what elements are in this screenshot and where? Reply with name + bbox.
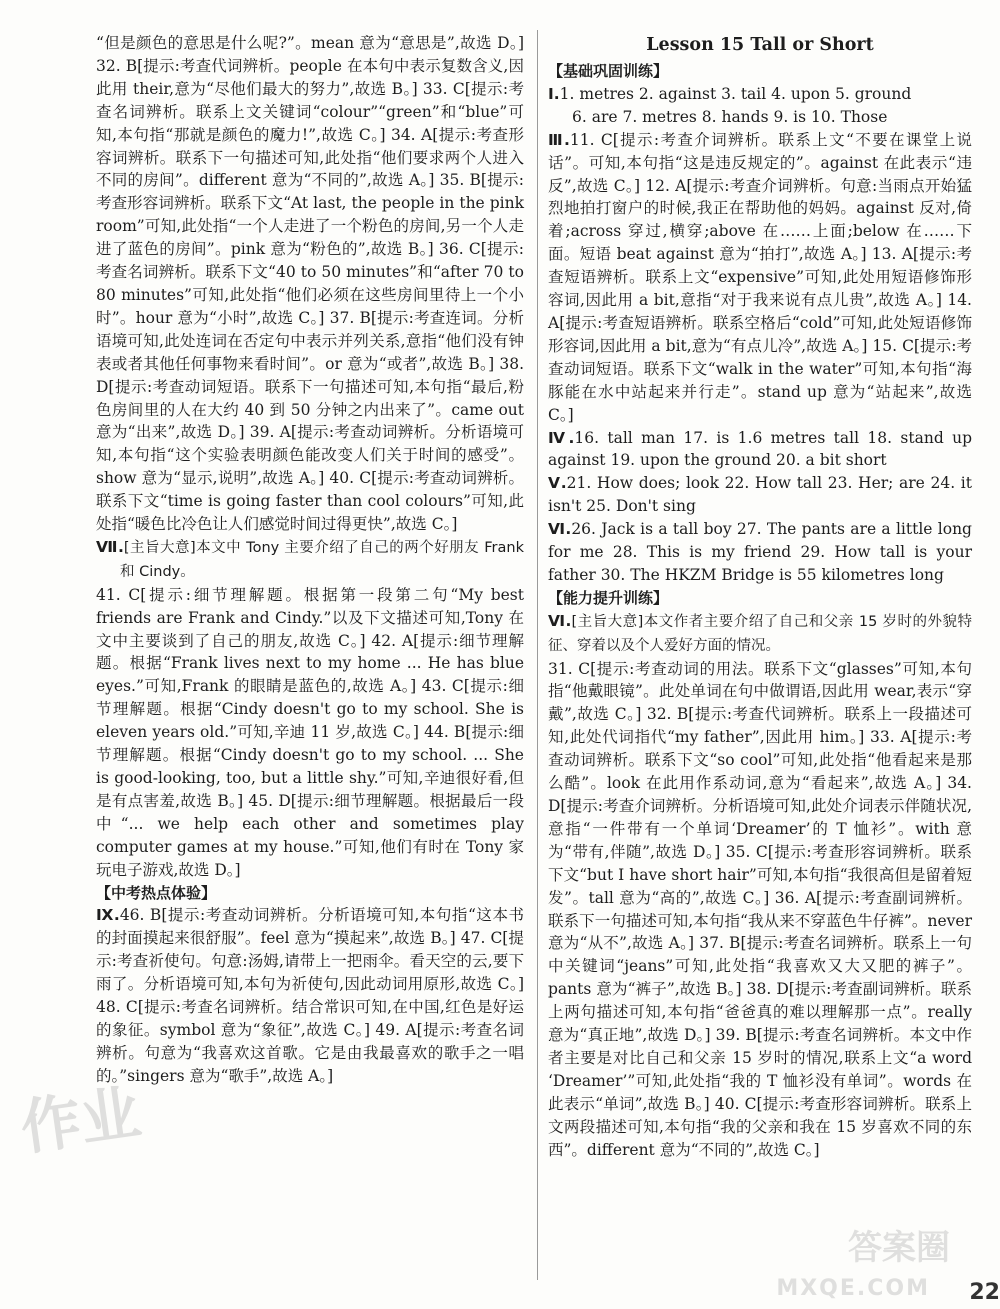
summary-text: 本文中 Tony 主要介绍了自己的两个好朋友 Frank 和 Cindy。 (120, 539, 524, 580)
answer-paragraph-21-25: 21. How does; look 22. How tall 23. Her; are 24. it isn't 25. Don't sing (548, 474, 972, 516)
section-tag: Ⅲ. (548, 130, 570, 149)
section-tag: Ⅸ. (96, 906, 120, 925)
watermark-left: 作业 (16, 1077, 145, 1164)
answer-paragraph-41-45: 41. C[提示:细节理解题。根据第一段第二句“My best friends are Frank and Cindy.”以及下文描述可知,Tony 在文中主要谈到了自己的朋友,故选 C。] 42. A[提示:细节理解题。根据“Frank lives next to my home ... He has blue eyes.”可知,Frank 的眼睛是蓝色的,故选 A。] 43. C[提示:细节理解题。根据“Cindy doesn't go to my school. She is eleven years old.”可知,辛迪 11 岁,故选 C。] 44. B[提示:细节理解题。根据“Cindy doesn't go to my school. ... She is good-looking, too, but a little shy.”可知,辛迪很好看,但是有点害羞,故选 B。] 45. D[提示:细节理解题。根据最后一段中“... we help each other and sometimes play computer games at my house.”可知,他们有时在 Tony 家玩电子游戏,故选 D。] (96, 585, 524, 879)
section-iii (548, 129, 972, 427)
watermark-url: MXQE.COM (776, 1276, 930, 1301)
section-ix (96, 904, 524, 1087)
summary-label: [主旨大意] (123, 539, 196, 556)
section-iv (548, 427, 972, 473)
section-vii (96, 536, 524, 584)
section-vi-reading (548, 610, 972, 658)
section-tag: Ⅰ. (548, 84, 560, 103)
summary-label: [主旨大意] (571, 613, 644, 630)
section-heading-zhongkao: 【中考热点体验】 (96, 883, 217, 902)
answer-paragraph-31-40: “但是颜色的意思是什么呢?”。mean 意为“意思是”,故选 D。] 32. B[提示:考查代词辨析。people 在本句中表示复数含义,因此用 their,意为“尽他们最大的努力”,故选 B。] 33. C[提示:考查名词辨析。联系上文关键词“colour”“green”和“blue”可知,本句指“那就是颜色的魔力!”,故选 C。] 34. A[提示:考查形容词辨析。联系下一句描述可知,此处指“他们要求两个人进入不同的房间”。different 意为“不同的”,故选 A。] 35. B[提示:考查形容词辨析。联系下文“At last, the people in the pink room”可知,此处指“一个人走进了一个粉色的房间,另一个人走进了蓝色的房间”。pink 意为“粉色的”,故选 B。] 36. C[提示:考查名词辨析。联系下文“40 to 50 minutes”和“after 70 to 80 minutes”可知,此处指“他们必须在这些房间里待上一个小时”。hour 意为“小时”,故选 C。] 37. B[提示:考查连词。分析语境可知,此处连词在否定句中表示并列关系,意指“他们没有钟表或者其他任何事物来看时间”。or 意为“或者”,故选 B。] 38. D[提示:考查动词短语。联系下一句描述可知,本句指“最后,粉色房间里的人在大约 40 到 50 分钟之内出来了”。came out 意为“出来”,故选 D。] 39. A[提示:考查动词辨析。分析语境可知,本句指“这个实验表明颜色能改变人们关于时间的感受”。show 意为“显示,说明”,故选 A。] 40. C[提示:考查动词辨析。联系下文“time is going faster than cool colours”可知,此处指“暖色比冷色让人们感觉时间过得更快”,故选 C。] (96, 34, 524, 534)
answer-paragraph-26-30: 26. Jack is a tall boy 27. The pants are a little long for me 28. This is my friend 29. How tall is your father 30. The HKZM Bridge is 55 kilometres long (548, 520, 972, 584)
watermark-right: 答案圈 (848, 1228, 950, 1268)
answer-paragraph-31-40-right: 31. C[提示:考查动词的用法。联系下文“glasses”可知,本句指“他戴眼镜”。此处单词在句中做谓语,因此用 wear,表示“穿戴”,故选 C。] 32. B[提示:考查代词辨析。联系上一段描述可知,此处代词指代“my father”,因此用 him。] 33. A[提示:考查动词辨析。联系下文“so cool”可知,此处指“他看起来是那么酷”。look 在此用作系动词,意为“看起来”,故选 A。] 34. D[提示:考查介词辨析。分析语境可知,此处介词表示伴随状况,意指“一件带有一个单词‘Dreamer’的 T 恤衫”。with 意为“带有,伴随”,故选 D。] 35. C[提示:考查形容词辨析。联系下文“but I have short hair”可知,本句指“我很高但是留着短发”。tall 意为“高的”,故选 C。] 36. A[提示:考查副词辨析。联系下一句描述可知,本句指“我从来不穿蓝色牛仔裤”。never 意为“从不”,故选 A。] 37. B[提示:考查名词辨析。联系上一句中关键词“jeans”可知,此处指“我喜欢又大又肥的裤子”。pants 意为“裤子”,故选 B。] 38. D[提示:考查副词辨析。联系上两句描述可知,本句指“爸爸真的难以理解那一点”。really 意为“真正地”,故选 D。] 39. B[提示:考查名词辨析。本文中作者主要是对比自己和父亲 15 岁时的情况,联系上文“a word ‘Dreamer’”可知,此处指“我的 T 恤衫没有单词”。words 在此表示“单词”,故选 B。] 40. C[提示:考查形容词辨析。联系上文两段描述可知,本句指“我的父亲和我在 15 岁喜欢不同的东西”。different 意为“不同的”,故选 C。] (548, 659, 972, 1159)
section-tag: Ⅳ. (548, 428, 575, 447)
right-column (548, 32, 972, 1162)
page-number: 22 (969, 1280, 1000, 1305)
answer-line-text: 6. are 7. metres 8. hands 9. is 10. Those (572, 107, 888, 126)
answer-line-text: 1. metres 2. against 3. tail 4. upon 5. ground (559, 84, 912, 103)
answer-paragraph-11-15: 11. C[提示:考查介词辨析。联系上文“不要在课堂上说话”。可知,本句指“这是违反规定的”。against 在此表示“违反”,故选 C。] 12. A[提示:考查介词辨析。句意:当雨点开始猛烈地拍打窗户的时候,我正在帮助他的妈妈。against 反对,倚着;across 穿过,横穿;above 在……上面;below 在……下面。短语 beat against 意为“拍打”,故选 A。] 13. A[提示:考查短语辨析。联系上文“expensive”可知,此处用短语修饰形容词,因此用 a bit,意指“对于我来说有点儿贵”,故选 A。] 14. A[提示:考查短语辨析。联系空格后“cold”可知,此处短语修饰形容词,因此用 a bit,意为“有点儿冷”,故选 A。] 15. C[提示:考查动词短语。联系下文“walk in the water”可知,本句指“海豚能在水中站起来并行走”。stand up 意为“站起来”,故选 C。] (548, 130, 972, 424)
section-tag: Ⅵ. (548, 520, 572, 539)
section-v (548, 472, 972, 518)
answer-line (548, 83, 972, 106)
section-vi (548, 518, 972, 587)
column-divider (537, 30, 538, 1280)
answer-paragraph-46-49: 46. B[提示:考查动词辨析。分析语境可知,本句指“这本书的封面摸起来很舒服”。feel 意为“摸起来”,故选 B。] 47. C[提示:考查祈使句。句意:汤姆,请带上一把雨伞。看天空的云,要下雨了。分析语境可知,本句为祈使句,因此动词用原形,故选 C。] 48. C[提示:考查名词辨析。结合常识可知,在中国,红色是好运的象征。symbol 意为“象征”,故选 C。] 49. A[提示:考查名词辨析。句意为“我喜欢这首歌。它是由我最喜欢的歌手之一唱的。”singers 意为“歌手”,故选 A。] (96, 906, 524, 1085)
section-tag: Ⅵ. (548, 611, 572, 630)
summary-text: 本文作者主要介绍了自己和父亲 15 岁时的外貌特征、穿着以及个人爱好方面的情况。 (548, 613, 972, 654)
section-tag: Ⅴ. (548, 474, 567, 493)
lesson-title: Lesson 15 Tall or Short (646, 35, 874, 55)
section-heading-nengli: 【能力提升训练】 (548, 588, 669, 607)
left-column (96, 32, 524, 1088)
section-heading-jichu: 【基础巩固训练】 (548, 62, 669, 80)
section-tag: Ⅶ. (96, 537, 124, 556)
answer-paragraph-16-20: 16. tall man 17. is 1.6 metres tall 18. stand up against 19. upon the ground 20. a bit short (548, 428, 973, 470)
answer-line (548, 106, 972, 129)
